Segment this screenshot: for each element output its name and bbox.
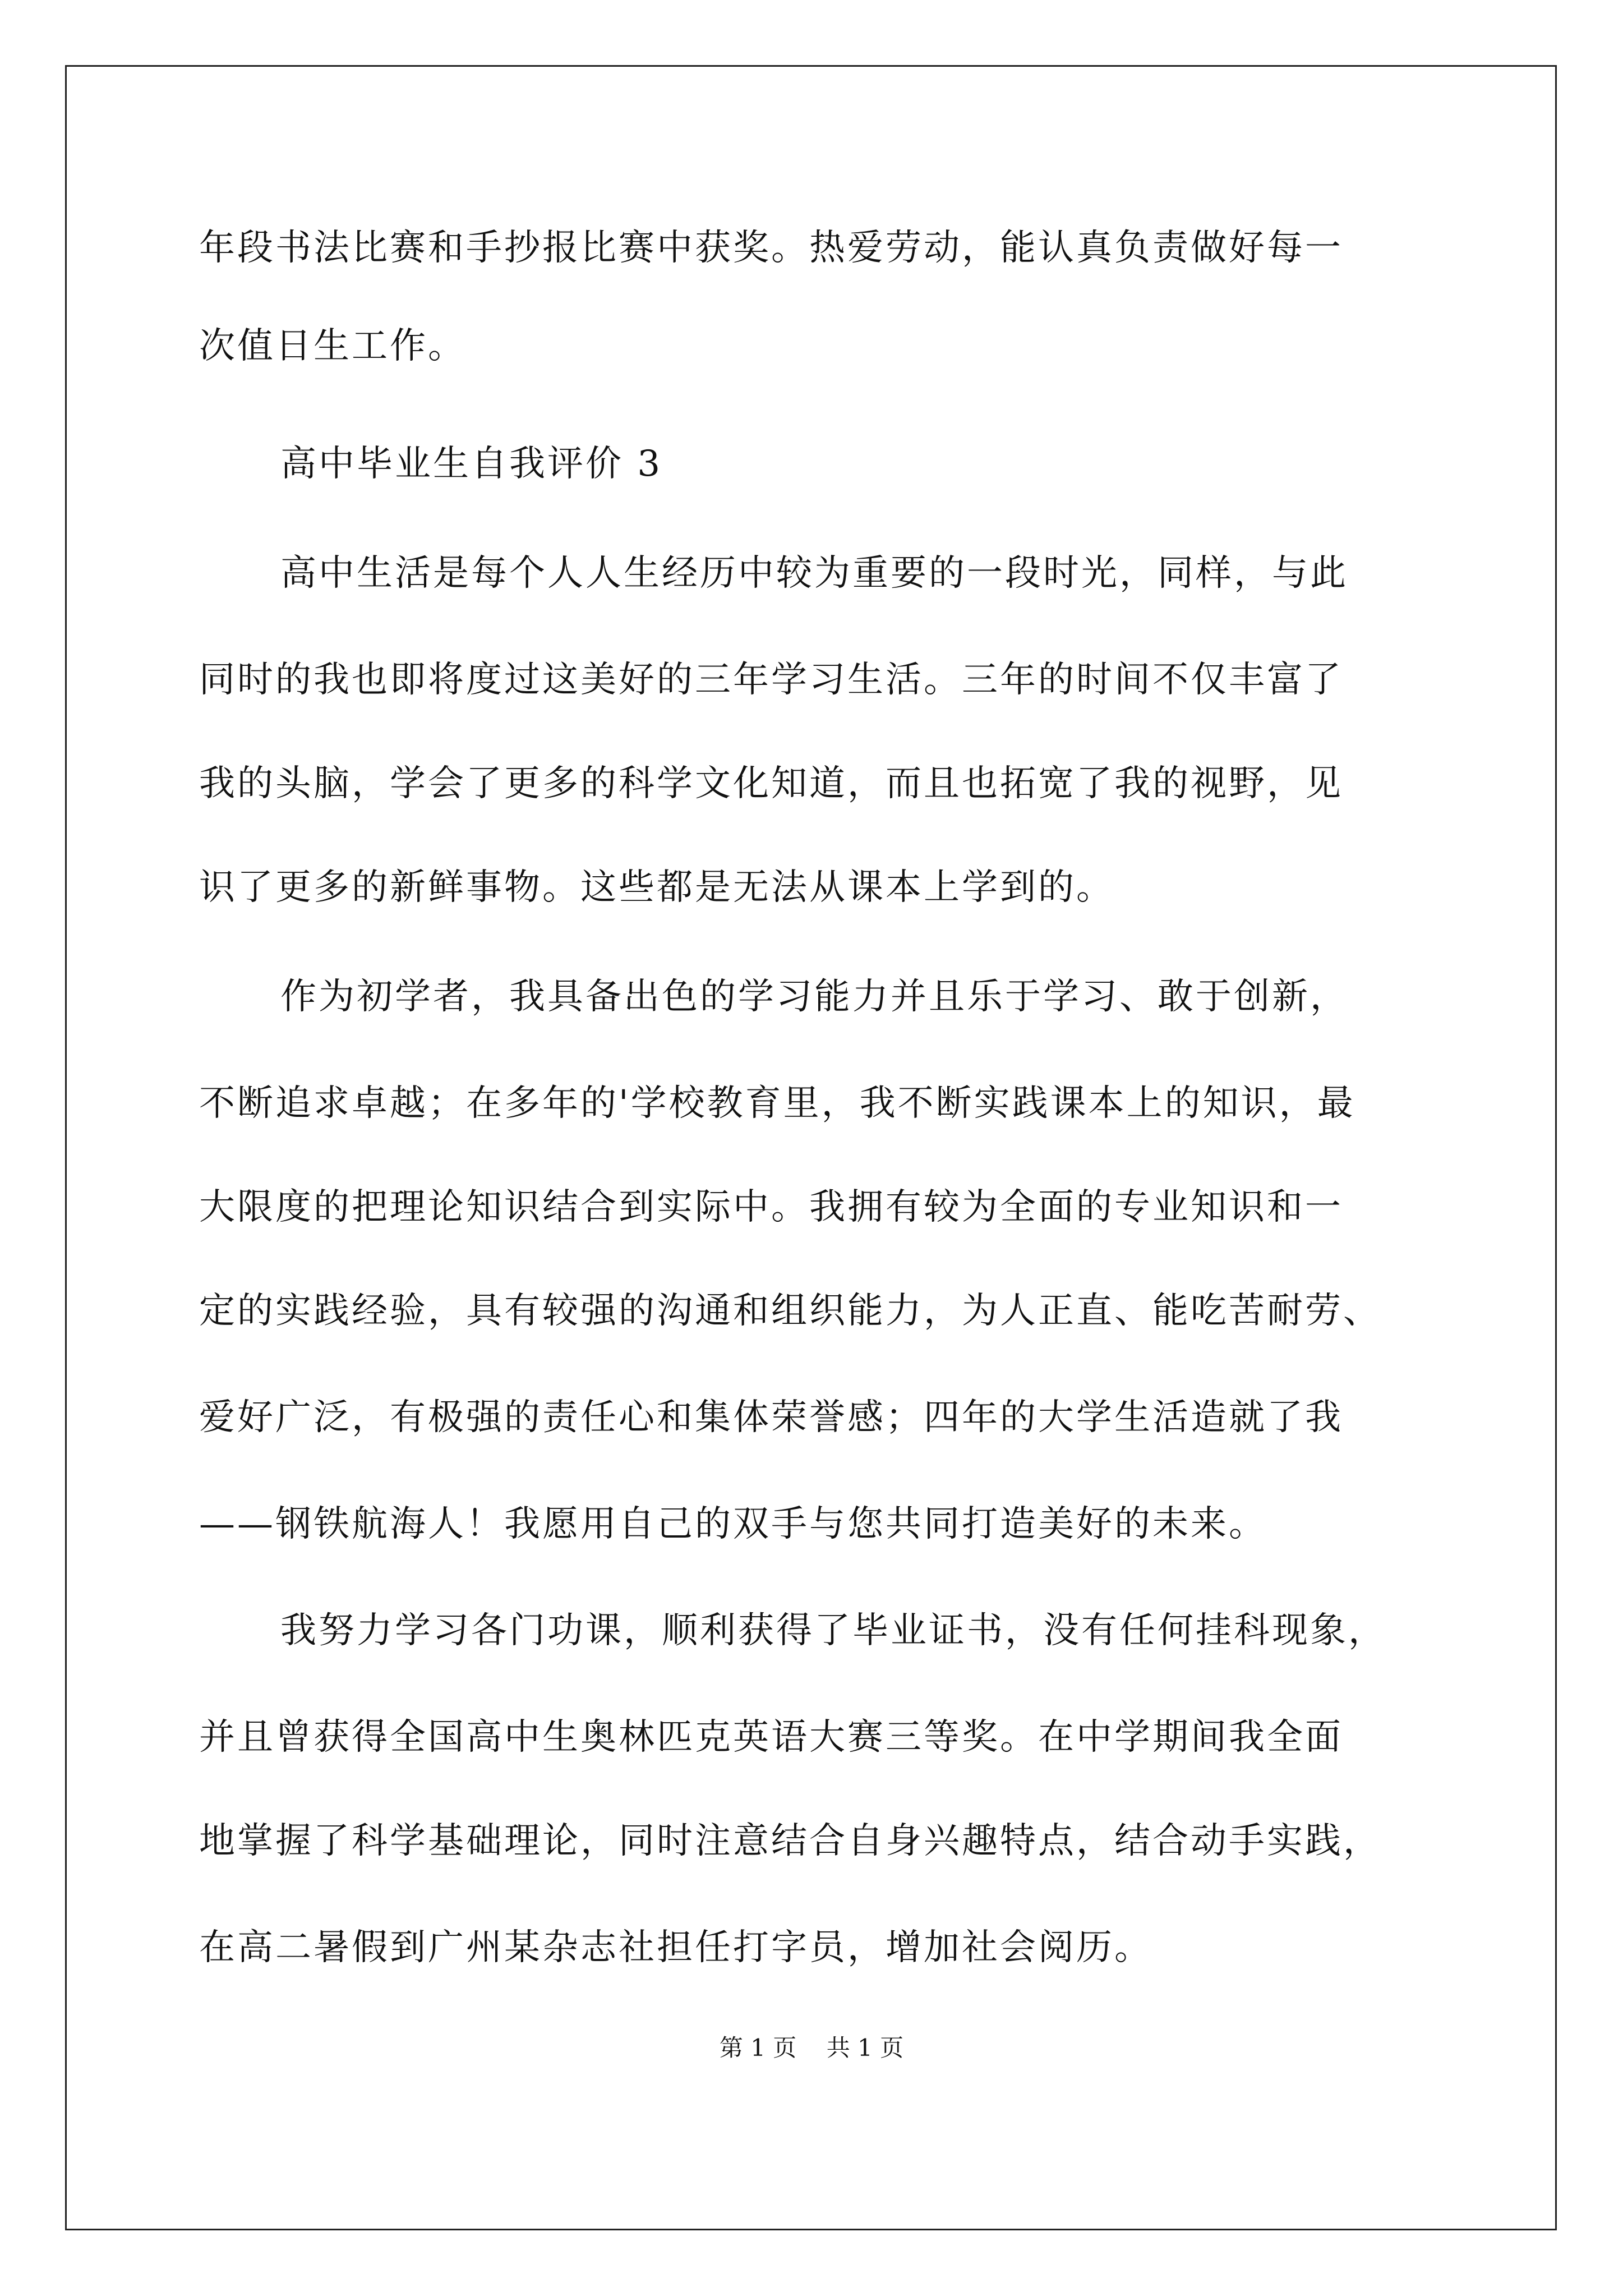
text-line: 我的头脑，学会了更多的科学文化知道，而且也拓宽了我的视野，见: [199, 763, 1343, 804]
text-line: 不断追求卓越；在多年的'学校教育里，我不断实践课本上的知识，最: [199, 1083, 1355, 1124]
text-line: 爱好广泛，有极强的责任心和集体荣誉感；四年的大学生活造就了我: [199, 1397, 1343, 1438]
page-footer: 第 1 页 共 1 页: [719, 2034, 904, 2062]
text-line: 次值日生工作。: [199, 325, 466, 367]
text-line: 年段书法比赛和手抄报比赛中获奖。热爱劳动，能认真负责做好每一: [199, 227, 1343, 269]
text-line: 大限度的把理论知识结合到实际中。我拥有较为全面的专业知识和一: [199, 1186, 1343, 1228]
text-line: 识了更多的新鲜事物。这些都是无法从课本上学到的。: [199, 867, 1114, 908]
section-heading: 高中毕业生自我评价 3: [280, 443, 663, 485]
text-line: 定的实践经验，具有较强的沟通和组织能力，为人正直、能吃苦耐劳、: [199, 1290, 1381, 1332]
text-line: 我努力学习各门功课，顺利获得了毕业证书，没有任何挂科现象，: [280, 1610, 1386, 1651]
text-line: 在高二暑假到广州某杂志社担任打字员，增加社会阅历。: [199, 1927, 1152, 1968]
text-line: ——钢铁航海人！我愿用自己的双手与您共同打造美好的未来。: [199, 1503, 1267, 1545]
text-line: 作为初学者，我具备出色的学习能力并且乐于学习、敢于创新，: [280, 976, 1348, 1018]
text-line: 同时的我也即将度过这美好的三年学习生活。三年的时间不仅丰富了: [199, 659, 1343, 701]
text-line: 并且曾获得全国高中生奥林匹克英语大赛三等奖。在中学期间我全面: [199, 1717, 1343, 1758]
text-line: 高中生活是每个人人生经历中较为重要的一段时光，同样，与此: [280, 553, 1348, 594]
page-border: [65, 65, 1557, 2230]
text-line: 地掌握了科学基础理论，同时注意结合自身兴趣特点，结合动手实践，: [199, 1820, 1381, 1862]
